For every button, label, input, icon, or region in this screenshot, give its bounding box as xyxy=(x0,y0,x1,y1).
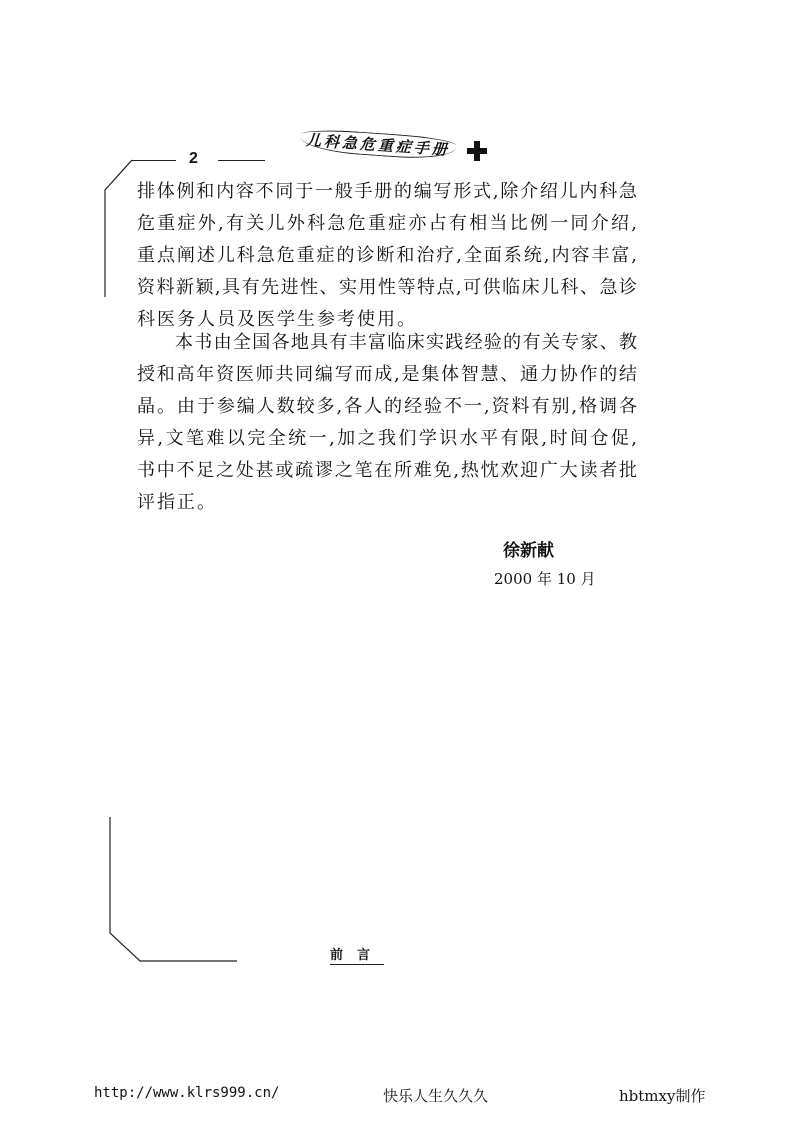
cross-icon xyxy=(466,140,488,162)
left-margin-bracket xyxy=(100,155,140,300)
footer-slogan: 快乐人生久久久 xyxy=(383,1087,489,1105)
section-label: 前言 xyxy=(330,944,384,965)
text-line: 授和高年资医师共同编写而成,是集体智慧、通力协作的结 xyxy=(137,364,637,385)
text-line: 重点阐述儿科急危重症的诊断和治疗,全面系统,内容丰富, xyxy=(137,245,637,266)
author-signature: 徐新献 xyxy=(503,541,554,561)
text-line: 资料新颖,具有先进性、实用性等特点,可供临床儿科、急诊 xyxy=(137,277,637,298)
text-line: 危重症外,有关儿外科急危重症亦占有相当比例一同介绍, xyxy=(137,213,637,234)
text-line: 排体例和内容不同于一般手册的编写形式,除介绍儿内科急 xyxy=(137,181,637,202)
bottom-margin-bracket xyxy=(105,815,245,965)
text-line: 晶。由于参编人数较多,各人的经验不一,资料有别,格调各 xyxy=(137,396,637,417)
text-line: 书中不足之处甚或疏谬之笔在所难免,热忱欢迎广大读者批 xyxy=(137,460,637,481)
text-line: 评指正。 xyxy=(137,492,217,513)
header-rule-right xyxy=(218,160,265,161)
text-line: 本书由全国各地具有丰富临床实践经验的有关专家、教 xyxy=(175,332,637,353)
footer-credit: hbtmxy制作 xyxy=(619,1087,706,1105)
page-number: 2 xyxy=(189,150,198,167)
signature-date: 2000 年 10 月 xyxy=(494,570,596,588)
footer-url[interactable]: http://www.klrs999.cn/ xyxy=(94,1085,280,1101)
book-title: 儿科急危重症手册 xyxy=(299,128,456,162)
text-line: 异,文笔难以完全统一,加之我们学识水平有限,时间仓促, xyxy=(137,428,637,449)
text-line: 科医务人员及医学生参考使用。 xyxy=(137,309,417,330)
